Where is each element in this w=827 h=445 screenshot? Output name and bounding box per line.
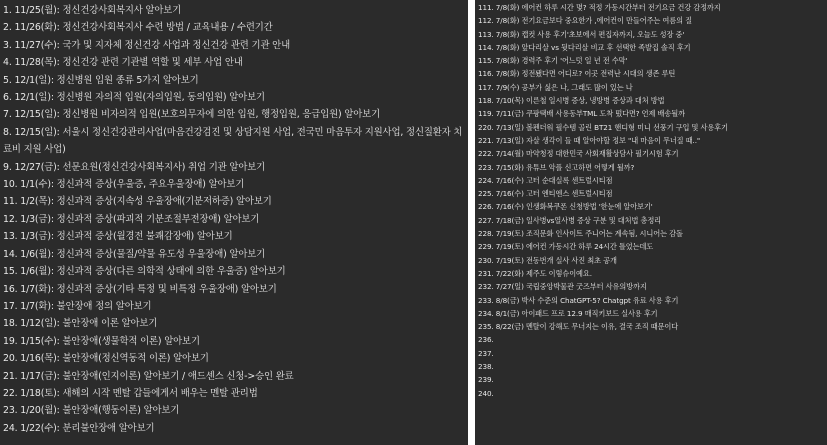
- list-item: 114. 7/8(화) 앞다리살 vs 뒷다리살 비교 후 선택한 족발집 솔직 후기: [478, 42, 691, 52]
- list-item: 20. 1/16(목): 불안장애(정신역동적 이론) 알아보기: [3, 353, 209, 365]
- list-item: 11. 1/2(목): 정신과적 증상(지속성 우울장애(기분저하증) 알아보기: [3, 196, 272, 208]
- list-item: 2. 11/26(화): 정신건강사회복지사 수련 방법 / 교육내용 / 수련기간: [3, 22, 273, 34]
- list-item: 224. 7/16(수) 고터 순대실록 센트럴시티점: [478, 175, 613, 185]
- list-item: 6. 12/1(일): 정신병원 자의적 입원(자의입원, 동의입원) 알아보기: [3, 92, 265, 104]
- list-item: 12. 1/3(금): 정신과적 증상(파괴적 기분조절부전장애) 알아보기: [3, 213, 260, 225]
- list-item: 1. 11/25(월): 정신건강사회복지사 알아보기: [3, 5, 182, 16]
- list-item: 113. 7/8(화) 캡컷 사용 후기'초보에서 편집자까지, 오늘도 성장 중': [478, 29, 685, 39]
- list-item: 226. 7/16(수) 인생화복쿠폰 신청방법 '한눈에 알아보기': [478, 202, 653, 212]
- list-item: 17. 1/7(화): 불안장애 정의 알아보기: [3, 300, 152, 312]
- list-item: 117. 7/9(수) 공부가 싫은 나, 그래도 많이 있는 나: [478, 82, 633, 92]
- list-item: 222. 7/14(월) 마약청정 대한민국 사회재활상담사 필기시험 후기: [478, 149, 679, 159]
- list-item: 111. 7/8(화) 에어컨 하루 시간 몇? 적정 가동시간부터 전기요금 건강 감정까지: [478, 3, 721, 12]
- list-item: 5. 12/1(일): 정신병원 입원 종류 5가지 알아보기: [3, 74, 199, 86]
- list-item: 228. 7/19(토) 조직문화 인사이트 주니어는 계속됨, 시니어는 감돌: [478, 229, 683, 239]
- list-item: 221. 7/13(일) 자살 생각이 들 때 알아야할 정보 "내 마음이 무너질 때..": [478, 135, 701, 145]
- list-item: 225. 7/16(수) 고터 엔티엔스 센트럴시티점: [478, 189, 613, 199]
- list-item: 9. 12/27(금): 선문요원(정신건강사회복지사) 취업 기관 알아보기: [3, 161, 266, 173]
- list-item: 119. 7/11(금) 쿠팡택배 사용동부TML 도착 떴다면? 언제 배송될까: [478, 109, 685, 119]
- list-item: 4. 11/28(목): 정신건강 관련 기관별 역할 및 세부 사업 안내: [3, 57, 243, 69]
- list-item: 7. 12/15(일): 정신병원 비자의적 입원(보호의무자에 의한 입원, 행정입원, 응급입원) 알아보기: [3, 109, 380, 121]
- list-item: 232. 7/27(일) 국립중앙박물관 굿즈부터 사유의방까지: [478, 282, 647, 292]
- list-item: 115. 7/8(화) 경력주 후기 '어느덧 일 년 전 수막': [478, 56, 628, 66]
- list-item: 112. 7/8(화) 전기요금보다 중요한가 ,에어컨이 만들어주는 여름의 질: [478, 16, 692, 26]
- list-item: 10. 1/1(수): 정신과적 증상(우울증, 주요우울장애) 알아보기: [3, 179, 245, 191]
- list-item: 19. 1/15(수): 불안장애(생물학적 이론) 알아보기: [3, 335, 200, 347]
- list-item: 18. 1/12(일): 불안장애 이론 알아보기: [3, 318, 158, 330]
- list-item: 240.: [478, 388, 494, 398]
- list-item: 15. 1/6(월): 정신과적 증상(다른 의학적 상태에 의한 우울증) 알아보기: [3, 266, 286, 278]
- list-item: 235. 8/22(금) 멘탈이 강해도 무너지는 이유, 결국 조직 때문이다: [478, 322, 679, 332]
- list-item: 16. 1/7(화): 정신과적 증상(기타 특정 및 비특정 우울장애) 알아보기: [3, 283, 277, 295]
- list-item: 234. 8/1(금) 아이패드 프로 12.9 매직키보드 실사용 후기: [478, 308, 658, 318]
- list-item: 24. 1/22(수): 분리불안장애 알아보기: [3, 422, 155, 434]
- list-item: 231. 7/22(화) 제주도 이렇슈이예요.: [478, 268, 592, 278]
- right-post-list: [475, 0, 827, 400]
- list-item: 229. 7/19(토) 에어컨 가동시간 하루 24시간 틀었는데도: [478, 242, 654, 252]
- list-item: 227. 7/18(금) 일사병vs열사병 증상 구분 및 대처법 총정리: [478, 215, 662, 225]
- list-item: 21. 1/17(금): 불안장애(인지이론) 알아보기 / 애드센스 신청->승인 완료: [3, 370, 294, 382]
- list-item: 13. 1/3(금): 정신과적 증상(월경전 불쾌감장애) 알아보기: [3, 231, 233, 243]
- list-item: 236.: [478, 335, 494, 345]
- list-item: 238.: [478, 362, 494, 372]
- right-post-list-panel: [475, 0, 827, 445]
- list-item: 14. 1/6(월): 정신과적 증상(물질/약물 유도성 우울장애) 알아보기: [3, 248, 266, 260]
- list-item: 116. 7/8(화) 정전됐다면 어디로? 이곳 전력난 시대의 생존 루틴: [478, 69, 676, 79]
- list-item: 223. 7/15(화) 유튜브 악플 신고하면 어떻게 될까?: [478, 162, 635, 172]
- list-item: 118. 7/10(목) 이른철 일시병 증상, 냉방병 증상과 대처 방법: [478, 96, 665, 106]
- list-item: 239.: [478, 375, 494, 385]
- list-item: 220. 7/13(일) 볼펜더워 필수템 골린 BT21 핸디형 미니 선풍기 구입 및 사용후기: [478, 122, 728, 132]
- list-item: 230. 7/19(토) 전동번개 실사 사진 최초 공개: [478, 255, 617, 265]
- list-item: 8. 12/15(일): 서울시 정신건강관리사업(마음건강검진 및 상담지원 사업, 전국민 마음투자 지원사업, 정신질환자 치료비 지원 사업): [3, 126, 463, 156]
- list-item: 233. 8/8(금) 박사 수준의 ChatGPT-5? Chatgpt 유료 사용 후기: [478, 295, 679, 305]
- list-item: 237.: [478, 348, 494, 358]
- list-item: 23. 1/20(월): 불안장애(행동이론) 알아보기: [3, 405, 180, 417]
- list-item: 3. 11/27(수): 국가 및 지자체 정신건강 사업과 정신건강 관련 기관 안내: [3, 39, 290, 51]
- list-item: 22. 1/18(토): 새해의 시작 멘탈 갑들에게서 배우는 멘탈 관리법: [3, 387, 258, 399]
